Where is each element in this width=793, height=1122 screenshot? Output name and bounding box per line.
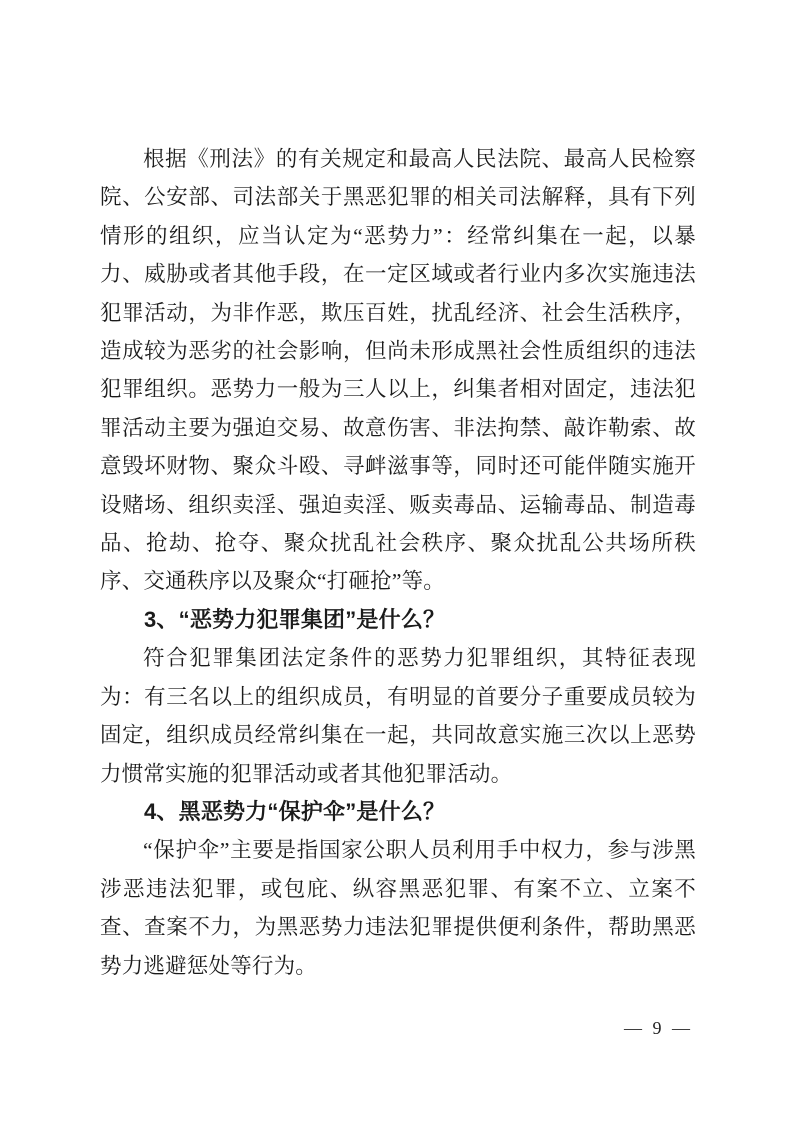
paragraph-q4-answer: “保护伞”主要是指国家公职人员利用手中权力，参与涉黑涉恶违法犯罪，或包庇、纵容黑恶犯罪、有案不立、立案不查、查案不力，为黑恶势力违法犯罪提供便利条件，帮助黑恶势力逃避惩处等行为。 — [100, 838, 696, 978]
paragraph-intro: 根据《刑法》的有关规定和最高人民法院、最高人民检察院、公安部、司法部关于黑恶犯罪的相关司法解释，具有下列情形的组织，应当认定为“恶势力”：经常纠集在一起，以暴力、威胁或者其他手段，在一定区域或者行业内多次实施违法犯罪活动，为非作恶，欺压百姓，扰乱经济、社会生活秩序，造成较为恶劣的社会影响，但尚未形成黑社会性质组织的违法犯罪组织。恶势力一般为三人以上，纠集者相对固定，违法犯罪活动主要为强迫交易、故意伤害、非法拘禁、敲诈勒索、故意毁坏财物、聚众斗殴、寻衅滋事等，同时还可能伴随实施开设赌场、组织卖淫、强迫卖淫、贩卖毒品、运输毒品、制造毒品、抢劫、抢夺、聚众扰乱社会秩序、聚众扰乱公共场所秩序、交通秩序以及聚众“打砸抢”等。 — [100, 147, 696, 594]
page-number: — 9 — — [624, 1018, 693, 1038]
heading-q3-criminal-group: 3、“恶势力犯罪集团”是什么？ — [144, 606, 446, 632]
paragraph-q3-answer: 符合犯罪集团法定条件的恶势力犯罪组织，其特征表现为：有三名以上的组织成员，有明显的首要分子重要成员较为固定，组织成员经常纠集在一起，共同故意实施三次以上恶势力惯常实施的犯罪活动或者其他犯罪活动。 — [100, 646, 696, 786]
heading-q4-protective-umbrella: 4、黑恶势力“保护伞”是什么？ — [144, 798, 446, 824]
document-body — [100, 140, 696, 985]
